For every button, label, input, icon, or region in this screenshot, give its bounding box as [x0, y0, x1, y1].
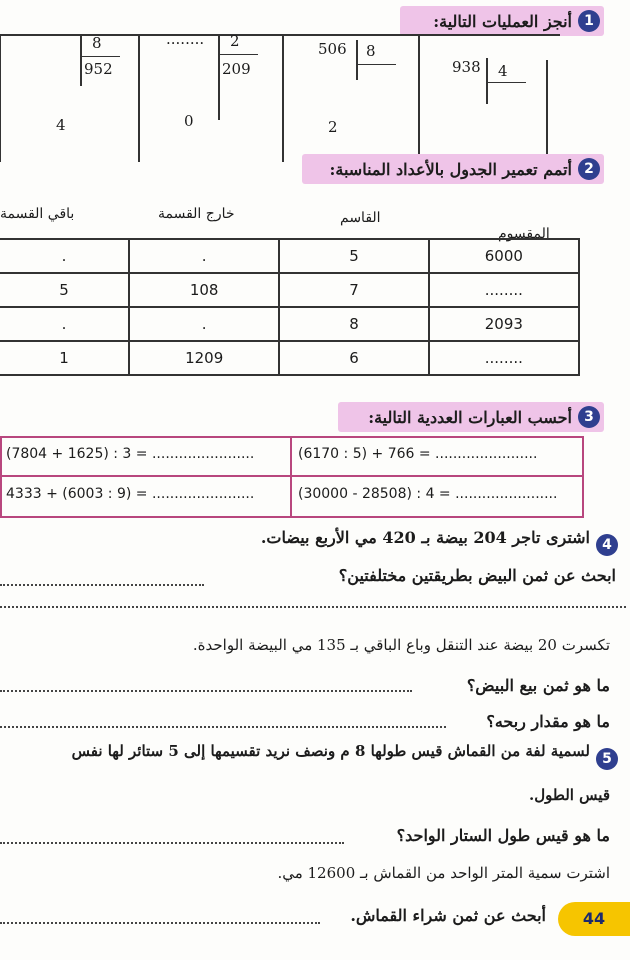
answer-line [0, 606, 626, 608]
table-cell-divisor: 5 [279, 239, 428, 273]
table-cell-dividend: 2093 [429, 307, 579, 341]
section-4-line1: اشترى تاجر 204 بيضة بـ 420 مي الأربع بيضات. [260, 528, 590, 547]
answer-line [0, 726, 446, 728]
table-cell-divisor: 7 [279, 273, 428, 307]
section-5-q1: ما هو قيس طول الستار الواحد؟ [396, 826, 610, 845]
answer-line [0, 584, 204, 586]
table-cell-dividend: ........ [429, 273, 579, 307]
header-remainder: باقي القسمة [0, 206, 75, 222]
table-cell-quotient: 1209 [129, 341, 279, 375]
table-row [0, 307, 579, 341]
section-4-line2: ابحث عن ثمن البيض بطريقتين مختلفتين؟ [338, 566, 616, 585]
expression-3: (30000 - 28508) : 4 = ....................... [298, 486, 558, 502]
section-5-number: 5 [596, 748, 618, 770]
table-cell-quotient: . [129, 307, 279, 341]
table-cell-dividend: ........ [429, 341, 579, 375]
section-2-number: 2 [578, 158, 600, 180]
table-cell-dividend: 6000 [429, 239, 579, 273]
section-3-heading [338, 402, 604, 432]
section-1-title: أنجز العمليات التالية: [433, 11, 572, 31]
section-2-title: أتمم تعمير الجدول بالأعداد المناسبة: [329, 159, 572, 179]
section-4-line3: تكسرت 20 بيضة عند التنقل وباع الباقي بـ 135 مي البيضة الواحدة. [192, 636, 610, 654]
table-cell-quotient: . [129, 239, 279, 273]
section-1-heading [400, 6, 604, 36]
table-row [0, 273, 579, 307]
answer-line [0, 842, 344, 844]
cell1-top: 8 [92, 34, 102, 52]
cell4-divisor: 4 [498, 62, 508, 80]
cell2-remainder: 0 [184, 112, 194, 130]
page-number: 44 [558, 902, 630, 936]
section-5-line3: اشترت سمية المتر الواحد من القماش بـ 12600 مي. [277, 864, 610, 882]
cell3-dividend: 506 [318, 40, 347, 58]
table-cell-remainder: 5 [0, 273, 129, 307]
table-row [0, 239, 579, 273]
section-5-q2: أبحث عن ثمن شراء القماش. [350, 906, 546, 925]
section-4-q2: ما هو مقدار ربحه؟ [486, 712, 610, 731]
answer-line [0, 690, 412, 692]
table-row [0, 341, 579, 375]
section-3-number: 3 [578, 406, 600, 428]
table-cell-quotient: 108 [129, 273, 279, 307]
cell3-remainder: 2 [328, 118, 338, 136]
section-2-heading [302, 154, 604, 184]
table-cell-divisor: 6 [279, 341, 428, 375]
cell1-below: 4 [56, 116, 66, 134]
section-4-number: 4 [596, 534, 618, 556]
division-table [0, 238, 580, 376]
expression-4: 4333 + (6003 : 9) = ....................... [6, 486, 255, 502]
table-cell-divisor: 8 [279, 307, 428, 341]
expression-2: (7804 + 1625) : 3 = ....................... [6, 446, 255, 462]
cell2-divisor: 2 [230, 32, 240, 50]
expression-1: (6170 : 5) + 766 = ....................... [298, 446, 538, 462]
cell2-quotient: 209 [222, 60, 251, 78]
header-quotient: خارج القسمة [158, 206, 235, 222]
section-5-line1: لسمية لفة من القماش قيس طولها 8 م ونصف نريد تقسيمها إلى 5 ستائر لها نفس [71, 742, 590, 760]
section-4-q1: ما هو ثمن بيع البيض؟ [466, 676, 610, 695]
cell1-bottom: 952 [84, 60, 113, 78]
section-5-line2: قيس الطول. [529, 786, 610, 804]
table-cell-remainder: 1 [0, 341, 129, 375]
section-3-title: أحسب العبارات العددية التالية: [368, 407, 572, 427]
header-dividend: المقسوم [498, 226, 550, 242]
cell3-divisor: 8 [366, 42, 376, 60]
table-cell-remainder: . [0, 307, 129, 341]
answer-line [0, 922, 320, 924]
header-divisor: القاسم [340, 210, 381, 226]
cell4-dividend: 938 [452, 58, 481, 76]
cell2-dots: ........ [166, 30, 205, 48]
section-1-number: 1 [578, 10, 600, 32]
table-cell-remainder: . [0, 239, 129, 273]
